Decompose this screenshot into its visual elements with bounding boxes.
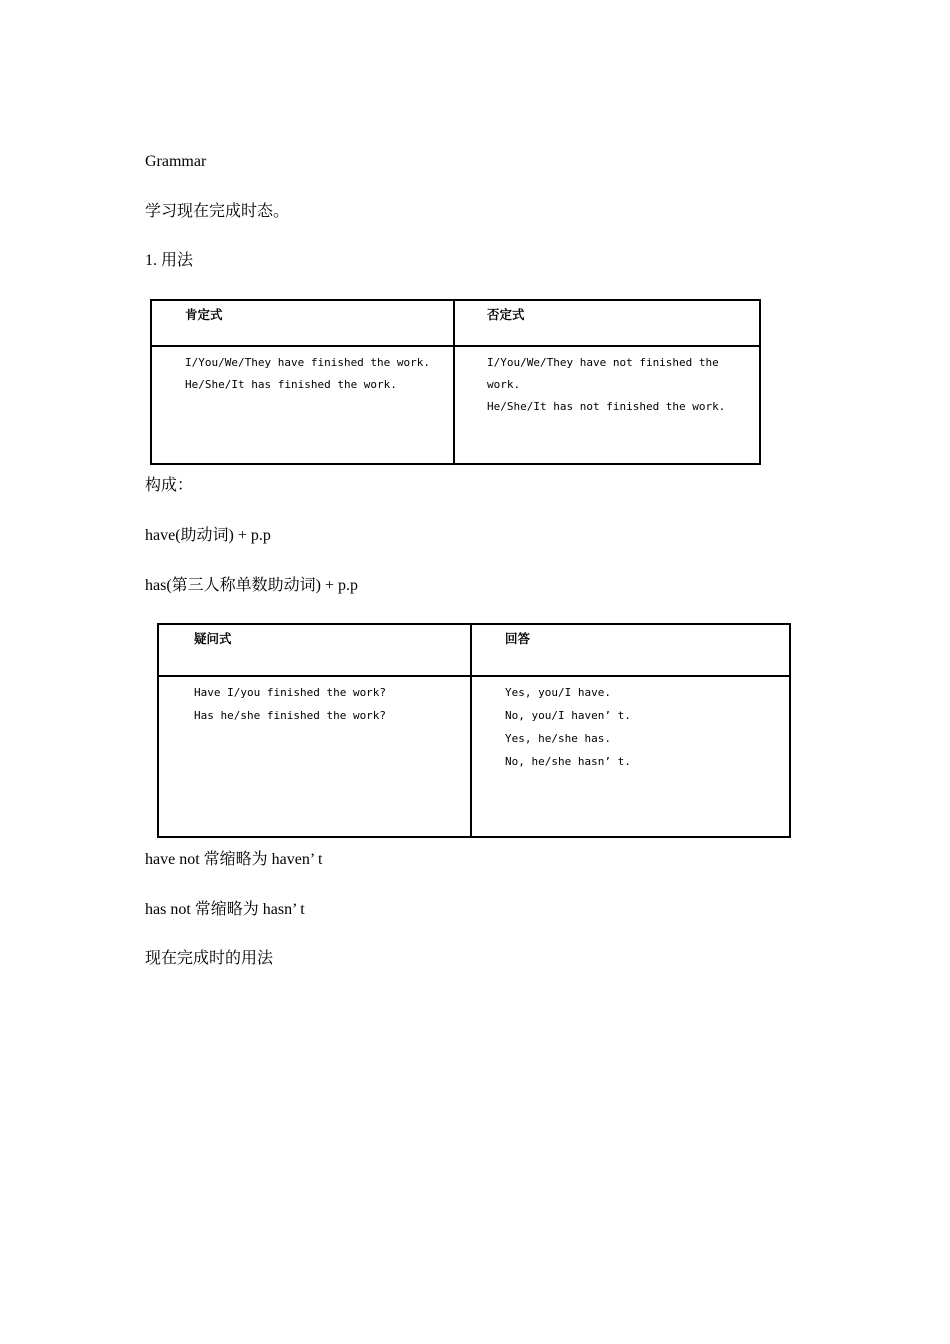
heading: Grammar	[145, 153, 207, 170]
affirmative-examples	[185, 352, 430, 396]
example-line: No, you/I haven’ t.	[505, 709, 631, 722]
header-divider	[159, 675, 789, 677]
structure-label: 构成：	[145, 477, 194, 494]
example-line: Yes, you/I have.	[505, 686, 611, 699]
column-divider	[453, 301, 455, 463]
header-divider	[152, 345, 759, 347]
header-question: 疑问式	[194, 631, 232, 646]
question-answer-table	[157, 623, 791, 838]
header-affirmative: 肯定式	[185, 307, 223, 322]
note-have: have not 常缩略为 haven’ t	[145, 851, 323, 868]
note-has: has not 常缩略为 hasn’ t	[145, 901, 305, 918]
example-line: I/You/We/They have not finished the	[487, 356, 719, 369]
example-line: No, he/she hasn’ t.	[505, 755, 631, 768]
example-line: He/She/It has finished the work.	[185, 378, 397, 391]
structure-has: has(第三人称单数助动词) + p.p	[145, 577, 359, 594]
affirmative-negative-table	[150, 299, 761, 465]
example-line: Have I/you finished the work?	[194, 686, 387, 699]
header-negative: 否定式	[487, 307, 525, 322]
column-divider	[470, 625, 472, 836]
negative-examples	[487, 352, 725, 418]
example-line: Yes, he/she has.	[505, 732, 611, 745]
example-line: work.	[487, 378, 521, 391]
example-line: I/You/We/They have finished the work.	[185, 356, 431, 369]
structure-have: have(助动词) + p.p	[145, 527, 271, 544]
question-examples	[194, 681, 386, 727]
answer-examples	[505, 681, 631, 773]
section-title: 1. 用法	[145, 252, 194, 269]
example-line: Has he/she finished the work?	[194, 709, 387, 722]
intro-text: 学习现在完成时态。	[145, 203, 290, 220]
header-answer: 回答	[505, 631, 531, 646]
example-line: He/She/It has not finished the work.	[487, 400, 726, 413]
usage-title: 现在完成时的用法	[145, 950, 274, 967]
